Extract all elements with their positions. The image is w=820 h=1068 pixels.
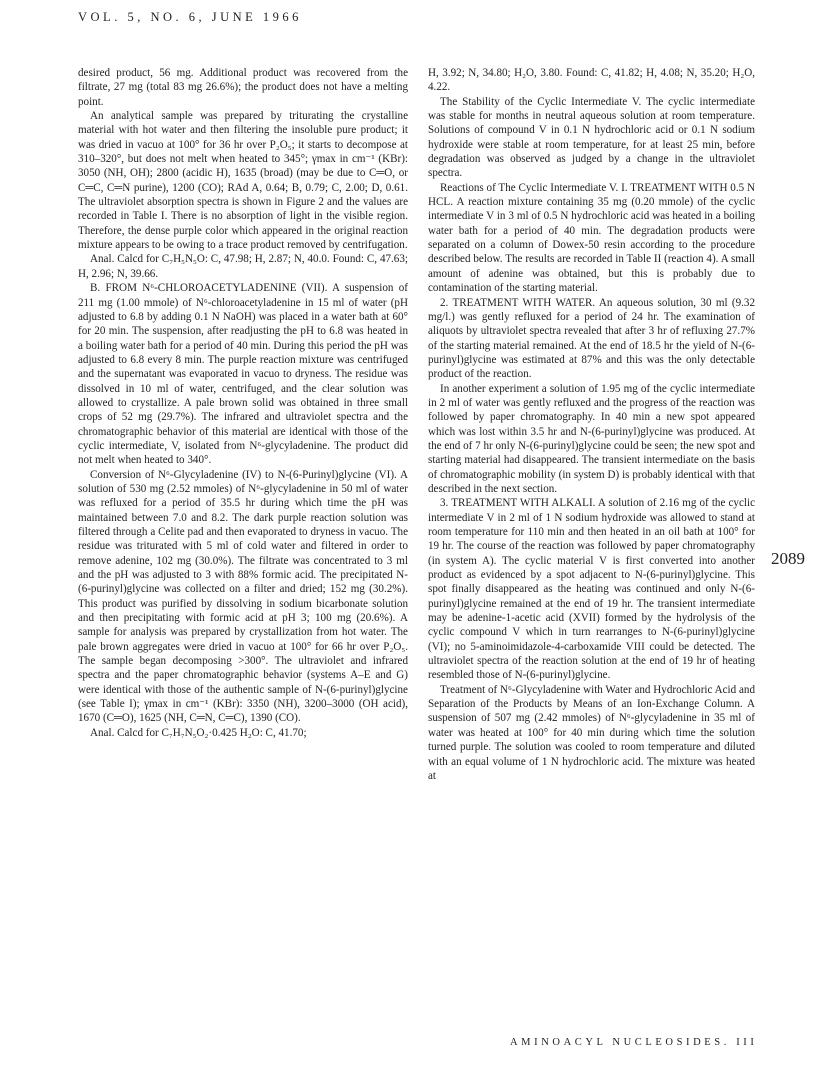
paragraph: H, 3.92; N, 34.80; H₂O, 3.80. Found: C, 41.82; H, 4.08; N, 35.20; H₂O, 4.22. (428, 67, 755, 94)
running-header: VOL. 5, NO. 6, JUNE 1966 (78, 10, 302, 24)
paragraph: Reactions of The Cyclic Intermediate V. I. TREATMENT WITH 0.5 N HCL. A reaction mixture containing 35 mg (0.20 mmole) of the cyclic intermediate V in 3 ml of 0.5 N hydrochloric acid was heated in a boiling water bath for a period of 40 min. The degradation products were separated on a column of Dowex-50 resin according to the procedure described below. The results are recorded in Table II (reaction 4). A small amount of adenine was obtained, but this is probably due to contamination of the starting material. (428, 181, 755, 295)
page-number: 2089 (771, 549, 805, 568)
paragraph: 3. TREATMENT WITH ALKALI. A solution of 2.16 mg of the cyclic intermediate V in 2 ml of 1 N sodium hydroxide was allowed to stand at room temperature for 110 min and then heated in an oil bath at 100° for 19 hr. The course of the reaction was followed by paper chromatography (in system A). The cyclic material V is first converted into another product as evidenced by a spot adjacent to N-(6-purinyl)glycine. This spot finally disappeared as the heating was continued and only N-(6-purinyl)glycine remained at the end of 19 hr. The transient intermediate may be adenine-1-acetic acid (XVII) formed by the hydrolysis of the cyclic compound V which in turn rearranges to N-(6-purinyl)glycine (VI); no 5-aminoimidazole-4-carboxamide VIII could be detected. The ultraviolet spectra of the reaction solution at the end of 19 hr of heating resembled those of N-(6-purinyl)glycine. (428, 497, 755, 682)
paragraph: Anal. Calcd for C₇H₇N₅O₂·0.425 H₂O: C, 41.70; (90, 726, 307, 739)
paragraph: An analytical sample was prepared by triturating the crystalline material with hot water and then filtering the insoluble pure product; it was dried in vacuo at 100° for 36 hr over P₂O₅; it starts to decompose at 310–320°, but does not melt when heated to 345°; γmax in cm⁻¹ (KBr): 3050 (NH, OH); 2800 (acidic H), 1635 (broad) (may be due to C═O, or C═C, C═N purine), 1200 (CO); RAd A, 0.64; B, 0.79; C, 2.00; D, 0.61. The ultraviolet absorption spectra is shown in Figure 2 and the values are recorded in Table I. There is no absorption of light in the visible region. Therefore, the dense purple color which appeared in the original reaction mixture appears to be owing to a trace product removed by centrifugation. (78, 110, 408, 252)
right-column (428, 66, 755, 783)
paragraph: Conversion of N⁶-Glycyladenine (IV) to N-(6-Purinyl)glycine (VI). A solution of 530 mg (2.52 mmoles) of N⁶-glycyladenine in 50 ml of water was refluxed for a period of 35.5 hr during which time the pH was maintained between 7.0 and 8.2. The dark purple reaction solution was filtered through a Celite pad and then evaporated to dryness in vacuo. The residue was triturated with 5 ml of cold water and filtered in order to remove adenine, 102 mg (30.0%). The filtrate was concentrated to 3 ml and the pH was adjusted to 3 with 88% formic acid. The precipitated N-(6-purinyl)glycine was collected on a filter and dried; 152 mg (30.2%). This product was purified by dissolving in sodium bicarbonate solution and then precipitating with formic acid at pH 3; 100 mg (20.6%). A sample for analysis was prepared by crystallization from hot water. The pale brown aggregates were dried in vacuo at 100° for 66 hr over P₂O₅. The sample began decomposing >300°. The ultraviolet and infrared spectra and the paper chromatographic behavior (systems A–E and G) were identical with those of the authentic sample of N-(6-purinyl)glycine (see Table I); γmax in cm⁻¹ (KBr): 3350 (NH), 3200–3000 (OH acid), 1670 (C═O), 1625 (NH, C═N, C═C), 1390 (CO). (78, 468, 408, 725)
paragraph: Anal. Calcd for C₇H₅N₅O: C, 47.98; H, 2.87; N, 40.0. Found: C, 47.63; H, 2.96; N, 39.66. (78, 253, 408, 280)
left-column (78, 66, 408, 740)
paragraph: Treatment of N⁶-Glycyladenine with Water and Hydrochloric Acid and Separation of the Products by Means of an Ion-Exchange Column. A suspension of 507 mg (2.42 mmoles) of N⁶-glycyladenine in 35 ml of water was heated at 100° for 40 min during which time the solution turned purple. The solution was cooled to room temperature and diluted with an equal volume of 1 N hydrochloric acid. The mixture was heated at (428, 683, 755, 782)
paragraph: The Stability of the Cyclic Intermediate V. The cyclic intermediate was stable for months in neutral aqueous solution at room temperature. Solutions of compound V in 0.1 N hydrochloric acid or 0.1 N sodium hydroxide were stable at room temperature, for at least 25 min, before degradation was observed as judged by a change in the ultraviolet spectra. (428, 95, 755, 180)
paragraph: In another experiment a solution of 1.95 mg of the cyclic intermediate in 2 ml of water was gently refluxed and the progress of the reaction was followed by paper chromatography. In 40 min a new spot appeared which was lost within 3.5 hr and N-(6-purinyl)glycine was produced. At the end of 7 hr only N-(6-purinyl)glycine could be seen; the new spot and starting material had disappeared. The transient intermediate on the basis of chromatographic mobility (in system D) is probably identical with that described in the next section. (428, 382, 755, 495)
paragraph: 2. TREATMENT WITH WATER. An aqueous solution, 30 ml (9.32 mg/l.) was gently refluxed for a period of 24 hr. The examination of aliquots by ultraviolet spectra revealed that after 3 hr of refluxing 27.7% of the starting material remained. At the end of 18.5 hr the yield of N-(6-purinyl)glycine was estimated at 87% and this was the only detectable product of the reaction. (428, 296, 755, 381)
paragraph: B. FROM N⁶-CHLOROACETYLADENINE (VII). A suspension of 211 mg (1.00 mmole) of N⁶-chloroacetyladenine in 15 ml of water (pH adjusted to 6.8 by adding 0.1 N NaOH) was placed in a water bath at 60° for 20 min. The suspension, after readjusting the pH to 6.8 was heated in a boiling water bath for a period of 40 min. During this period the pH was adjusted to 6.8 every 8 min. The purple reaction mixture was centrifuged and the supernatant was evaporated in vacuo to dryness. The residue was dissolved in 10 ml of water, centrifuged, and the clear solution was allowed to crystallize. A pale brown solid was obtained in three small crops of 52 mg (29.7%). The infrared and ultraviolet spectra and the chromatographic behavior of this material are identical with those of the cyclic intermediate, V, isolated from N⁶-glycyladenine. The product did not melt when heated to 340°. (78, 282, 408, 467)
running-footer: AMINOACYL NUCLEOSIDES. III (510, 1037, 758, 1048)
paragraph: desired product, 56 mg. Additional product was recovered from the filtrate, 27 mg (total 83 mg 26.6%); the product does not have a melting point. (78, 67, 408, 108)
